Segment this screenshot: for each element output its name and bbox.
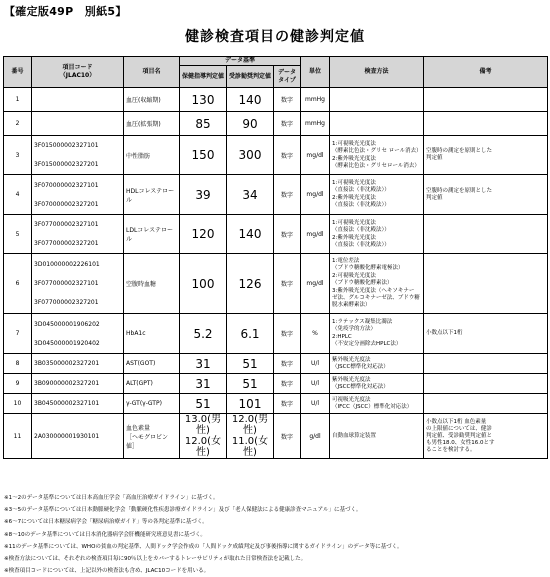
data-type: 数字	[274, 254, 301, 314]
row-number: 4	[4, 175, 32, 215]
item-code	[34, 114, 121, 133]
item-name: 中性脂肪	[124, 136, 180, 175]
row-number: 7	[4, 314, 32, 354]
row-number: 5	[4, 215, 32, 254]
data-type: 数字	[274, 394, 301, 414]
data-type: 数字	[274, 414, 301, 459]
table-row	[4, 112, 548, 136]
footnote: ※3～5のデータ基準については日本動脈硬化学会「動脈硬化性疾患診療ガイドライン」及び「老人保健法による健康診査マニュアル」に基づく。	[4, 507, 362, 514]
item-name: 空腹時血糖	[124, 254, 180, 314]
note	[424, 374, 548, 394]
method-text: 2:可視吸光光度法 （ブドウ糖酸化酵素法）	[332, 273, 393, 286]
method-text: 1:可視吸光光度法 （直接法（非沈殿法））	[332, 219, 390, 233]
note	[424, 394, 548, 414]
method-text: 2:紫外吸光光度法 （酵素比色法・グリセロール消去）	[332, 155, 420, 169]
item-code: 3F077000002327101	[34, 221, 99, 228]
unit: mmHg	[301, 112, 330, 136]
row-number: 3	[4, 136, 32, 175]
row-number: 2	[4, 112, 32, 136]
data-type: 数字	[274, 354, 301, 374]
unit: U/l	[301, 394, 330, 414]
unit: mmHg	[301, 88, 330, 112]
referral-value: 300	[227, 136, 274, 175]
item-code: 3B035000002327201	[34, 360, 100, 367]
header-note: 備考	[424, 57, 548, 88]
referral-value: 6.1	[227, 314, 274, 354]
note: 小数点以下1桁 血色素量 の上限値については、健診 判定値、受診勧奨判定値と も男性18.0、女性16.0とす ることを検討する。	[424, 414, 548, 459]
item-code: 3F077000002327101	[34, 280, 99, 287]
item-code: 3F015000002327101	[34, 142, 99, 149]
table-row	[4, 354, 548, 374]
health-guidance-value: 31	[180, 374, 227, 394]
table-row	[4, 254, 548, 314]
note	[424, 215, 548, 254]
method-cell	[330, 414, 424, 459]
item-code: 3B045000002327101	[34, 400, 100, 407]
item-name: HDLコレステロール	[124, 175, 180, 215]
health-guidance-value: 31	[180, 354, 227, 374]
health-guidance-value: 85	[180, 112, 227, 136]
item-code-cell	[32, 254, 124, 314]
note: 空腹時の測定を原則とした 判定値	[424, 175, 548, 215]
header-name: 項目名	[124, 57, 180, 88]
health-guidance-value: 39	[180, 175, 227, 215]
note	[424, 88, 548, 112]
data-type: 数字	[274, 175, 301, 215]
footnotes	[4, 492, 548, 577]
header-referral: 受診勧奨判定値	[227, 66, 274, 88]
health-guidance-value: 150	[180, 136, 227, 175]
item-code: 3D010000002226101	[34, 261, 100, 268]
item-name: 血圧(拡張期)	[124, 112, 180, 136]
unit: mg/dl	[301, 215, 330, 254]
criteria-table	[3, 56, 548, 459]
item-code: 3F070000002327101	[34, 181, 99, 189]
header-code: 項目コード （JLAC10）	[32, 57, 124, 88]
method-cell	[330, 88, 424, 112]
method-text: 2:HPLC （不安定分画除去HPLC法）	[332, 334, 402, 347]
table-row	[4, 175, 548, 215]
data-type: 数字	[274, 112, 301, 136]
footnote: ※6～7については日本糖尿病学会「糖尿病治療ガイド」等の各判定基準に基づく。	[4, 519, 208, 526]
table-row	[4, 136, 548, 175]
item-code-cell	[32, 136, 124, 175]
page-title: 健診検査項目の健診判定値	[185, 29, 365, 45]
unit: U/l	[301, 354, 330, 374]
method-text: 自動血球算定装置	[332, 432, 377, 439]
table-row	[4, 314, 548, 354]
note	[424, 112, 548, 136]
referral-value: 140	[227, 88, 274, 112]
item-code	[34, 90, 121, 109]
method-text: 1:可視吸光光度法 （直接法（非沈殿法））	[332, 180, 390, 193]
unit: U/l	[301, 374, 330, 394]
table-row	[4, 414, 548, 459]
row-number: 1	[4, 88, 32, 112]
table-row	[4, 374, 548, 394]
method-cell	[330, 314, 424, 354]
health-guidance-value: 100	[180, 254, 227, 314]
referral-value: 101	[227, 394, 274, 414]
footnote: ※検査方法については、それぞれの検査項目毎に90％以上をカバーするトレーサビリティが取れた日常検査法を記載した。	[4, 556, 307, 563]
footnote: ※8～10のデータ基準については日本消化器病学会肝機能研究班意見書に基づく。	[4, 531, 206, 538]
item-code-cell	[32, 215, 124, 254]
header-unit: 単位	[301, 57, 330, 88]
row-number: 10	[4, 394, 32, 414]
note: 空腹時の測定を原則とした 判定値	[424, 136, 548, 175]
item-code: 3F077000002327201	[34, 299, 99, 306]
health-guidance-value: 130	[180, 88, 227, 112]
method-cell	[330, 374, 424, 394]
item-code-cell	[32, 112, 124, 136]
item-code: 3D045000001920402	[34, 339, 100, 347]
health-guidance-value: 51	[180, 394, 227, 414]
footnote: ※1～2のデータ基準については日本高血圧学会「高血圧治療ガイドライン」に基づく。	[4, 495, 219, 501]
row-number: 11	[4, 414, 32, 459]
referral-value: 51	[227, 354, 274, 374]
data-type: 数字	[274, 136, 301, 175]
method-cell	[330, 254, 424, 314]
item-name: γ-GT(γ-GTP)	[124, 394, 180, 414]
health-guidance-value: 13.0(男性) 12.0(女性)	[180, 414, 227, 459]
method-text: 可視吸光光度法 （IFCC（JSCC）標準化対応法）	[332, 396, 413, 410]
item-code-cell	[32, 175, 124, 215]
method-text: 紫外吸光光度法 （JSCC標準化対応法）	[332, 356, 389, 370]
method-cell	[330, 394, 424, 414]
referral-value: 126	[227, 254, 274, 314]
item-code-cell	[32, 88, 124, 112]
referral-value: 140	[227, 215, 274, 254]
method-text: 1:電位差法 （ブドウ糖酸化酵素電極法）	[332, 258, 404, 271]
footnote: ※検査項目コードについては、上記以外の検査法も含め、JLAC10コードを用いる。	[4, 568, 210, 575]
item-code: 3F015000002327201	[34, 161, 99, 168]
unit: mg/dl	[301, 254, 330, 314]
health-guidance-value: 5.2	[180, 314, 227, 354]
header-criteria-group: データ基準	[180, 57, 301, 66]
header-health-guidance: 保健指導判定値	[180, 66, 227, 88]
item-code: 3F070000002327201	[34, 200, 99, 208]
row-number: 8	[4, 354, 32, 374]
method-text: 3:紫外吸光光度法（ヘキソキナー ゼ法、グルコキナーゼ法、ブドウ糖 脱水素酵素法）	[332, 288, 420, 308]
item-name: ALT(GPT)	[124, 374, 180, 394]
item-code: 3B090000002327201	[34, 380, 100, 387]
item-code-cell	[32, 394, 124, 414]
method-text: 1:ラテックス凝集比濁法 （免疫学的方法）	[332, 319, 393, 332]
method-cell	[330, 112, 424, 136]
header-data-type: データタイプ	[274, 66, 301, 88]
row-number: 6	[4, 254, 32, 314]
referral-value: 12.0(男性) 11.0(女性)	[227, 414, 274, 459]
item-code: 3D045000001906202	[34, 320, 100, 328]
method-text: 紫外吸光光度法 （JSCC標準化対応法）	[332, 376, 389, 390]
unit: mg/dl	[301, 175, 330, 215]
item-code: 2A030000001930101	[34, 432, 100, 440]
item-name: 血圧(収縮期)	[124, 88, 180, 112]
header-method: 検査方法	[330, 57, 424, 88]
note: 小数点以下1桁	[424, 314, 548, 354]
row-number: 9	[4, 374, 32, 394]
unit: g/dl	[301, 414, 330, 459]
data-type: 数字	[274, 88, 301, 112]
unit: mg/dl	[301, 136, 330, 175]
method-cell	[330, 354, 424, 374]
method-text: 1:可視吸光光度法 （酵素比色法・グリセ ロール消去）	[332, 140, 422, 154]
document-label: 【確定版49P 別紙5】	[4, 5, 127, 18]
referral-value: 34	[227, 175, 274, 215]
method-cell	[330, 136, 424, 175]
referral-value: 51	[227, 374, 274, 394]
data-type: 数字	[274, 215, 301, 254]
header-no: 番号	[4, 57, 32, 88]
item-name: AST(GOT)	[124, 354, 180, 374]
item-code-cell	[32, 354, 124, 374]
table-row	[4, 88, 548, 112]
health-guidance-value: 120	[180, 215, 227, 254]
item-code-cell	[32, 374, 124, 394]
referral-value: 90	[227, 112, 274, 136]
method-text: 2:紫外吸光光度法 （直接法（非沈殿法））	[332, 234, 390, 248]
item-code-cell	[32, 314, 124, 354]
item-name: LDLコレステロール	[124, 215, 180, 254]
unit: %	[301, 314, 330, 354]
item-name: 血色素量 ［ヘモグロビン値］	[124, 414, 180, 459]
note	[424, 354, 548, 374]
note	[424, 254, 548, 314]
data-type: 数字	[274, 374, 301, 394]
item-name: HbA1c	[124, 314, 180, 354]
data-type: 数字	[274, 314, 301, 354]
table-row	[4, 394, 548, 414]
item-code-cell	[32, 414, 124, 459]
method-cell	[330, 215, 424, 254]
method-cell	[330, 175, 424, 215]
table-row	[4, 215, 548, 254]
footnote: ※11のデータ基準については、WHOの貧血の判定基準、人間ドック学会作成の「人間ドック成績判定及び事後指導に関するガイドライン」のデータ等に基づく。	[4, 543, 403, 550]
item-code: 3F077000002327201	[34, 240, 99, 247]
method-text: 2:紫外吸光光度法 （直接法（非沈殿法））	[332, 195, 390, 208]
